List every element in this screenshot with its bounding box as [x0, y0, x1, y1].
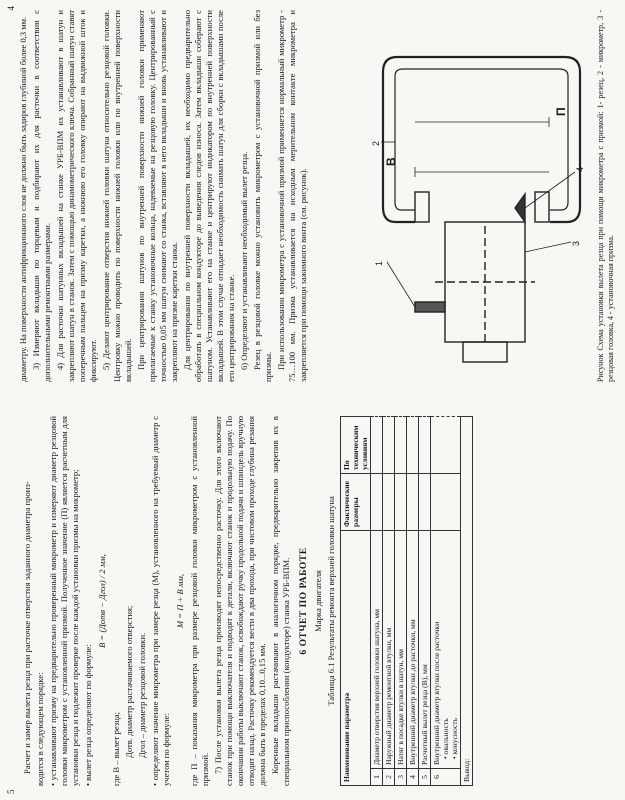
- left-page: [0, 0, 625, 392]
- right-page: [0, 408, 625, 800]
- table-header-param: Наименование параметра: [341, 531, 371, 786]
- table-caption: Таблица 6.1 Результаты ремонта верхней головки шатуна: [326, 496, 336, 706]
- table-cell-spec: [383, 417, 395, 474]
- table-cell-param: Расчетный вылет резца (В), мм: [419, 531, 431, 769]
- table-param-text: Внутренний диаметр втулки после расточки: [432, 621, 441, 765]
- para-top: диаметру. На поверхности антифрикционного слоя не должно быть задиров глубиной более 0,3 мм.: [18, 16, 28, 382]
- table-row: [431, 417, 461, 786]
- para-rez: Резец в резцовой головке можно установить микрометром с установочной призмой или без призмы.: [252, 10, 273, 382]
- table-row: [383, 417, 395, 786]
- item-5: 5) Делают центрирование отверстия нижней головки шатуна относительно резцовой головки. Центровку можно проводить по поверхности нижней головки или по внутренней поверхности вкладышей.: [101, 10, 133, 382]
- table-cell-spec: [371, 417, 383, 474]
- table-cell-actual: [419, 474, 431, 531]
- table-header-spec: По техническим условиям: [341, 417, 371, 474]
- table-row: [371, 417, 383, 786]
- cutter-shape: [415, 302, 445, 312]
- callout-1: 1: [374, 260, 384, 266]
- table-cell-spec: [407, 417, 419, 474]
- item-3: 3) Измеряют вкладыши по торцевым и подбирают их для расточки в соответствии с дополнительными ремонтными размерами.: [31, 10, 52, 382]
- micrometer-figure: [375, 22, 590, 372]
- where-line-2: Дотв. диаметр растачиваемого отверстия;: [124, 605, 134, 758]
- where-line-1: где В – вылет резца;: [111, 711, 121, 786]
- table-cell-num: 6: [431, 769, 461, 786]
- table-row: [395, 417, 407, 786]
- head-shaft: [463, 342, 507, 362]
- table-header-actual: Фактические размеры: [341, 474, 371, 531]
- table-cell-num: 1: [371, 769, 383, 786]
- table-cell-param: [431, 531, 461, 769]
- table-cell-spec: [395, 417, 407, 474]
- callout-3: 3: [571, 240, 581, 246]
- figure-label-p: П: [554, 107, 568, 116]
- intro-line-2: водится в следующем порядке:: [35, 672, 45, 786]
- right-page-text: [22, 416, 473, 786]
- para-center-2: Для центрирования по внутренней поверхности вкладышей, их необходимо предварительно обработать в специальном кондукторе до выведения следов износа. Затем вкладыши соберают с шатуном. Устанавливают его на станке и центрируют индикатором по внутренней поверхности вкладышей. В этом случае отпадает необходимость снимать шатун для сборки с вкладышами после его центрирования на станке.: [182, 10, 236, 382]
- table-cell-param: Наружный диаметр ремонтной втулки, мм: [383, 531, 395, 769]
- where-line-3: Дгол – диаметр резцовой головки.: [137, 632, 147, 758]
- engine-label: Марка двигателя: [313, 570, 323, 632]
- callout-4: 4: [575, 166, 585, 172]
- intro-line-1: Расчет и замер вылета резца при расточке отверстия заданного диаметра произ-: [22, 481, 32, 774]
- page-number-left: 4: [6, 6, 16, 11]
- table-conclusion: Вывод:: [461, 417, 473, 786]
- bullet-prism: • устанавливают призму на предварительно проверенный микрометр и измеряют диаметр резцовой головки микрометром с установленной призмой. Полученное значение (П) является расчетным для установки резца и подлежит проверке после каждой установки призмы на микрометр;: [48, 416, 80, 786]
- para-corr: Коренные вкладыши растачивают в аналогичном порядке, предварительно закрепив их в специальном приспособлении (кондукторе) станка УРБ-ВПМ.: [270, 416, 291, 786]
- left-page-text: [18, 10, 311, 382]
- table-cell-param: Внутренний диаметр втулки до расточки, мм: [407, 531, 419, 769]
- prism-shape: [515, 194, 525, 222]
- table-cell-actual: [407, 474, 419, 531]
- callout-leader-3: [525, 242, 571, 252]
- page-number-right: 5: [6, 789, 16, 794]
- table-cell-actual: [371, 474, 383, 531]
- bullet-formula: • вылет резца определяют по формуле:: [83, 644, 93, 786]
- item-6: 6) Определяют и устанавливают необходимый вылет резца.: [239, 151, 249, 370]
- table-row-conclusion: [461, 417, 473, 786]
- formula-micrometer: М = П + В мм,: [175, 573, 185, 629]
- table-cell-param: Диаметр отверстия верхней головки шатуна, мм: [371, 531, 383, 769]
- para-7: 7) После установки вылета резца производят непосредственно расточку. Для этого включают станок при помощи выключателя и подводят к детали, включают станок и продольную подачу. По окончании работы выключают станок, освобождают ручку продольной подачи и шпиндель вручную отводят назад. Расточку рекомендуется вести в два прохода, при чистовом проходе глубина резания должна быть в пределах 0,10...0,15 мм.: [213, 416, 267, 786]
- table-row: [407, 417, 419, 786]
- micrometer-anvil: [535, 192, 549, 222]
- results-table: [340, 416, 473, 786]
- table-cell-actual: [431, 474, 461, 531]
- micrometer-frame-inner: [395, 69, 568, 210]
- micrometer-frame: [383, 57, 580, 222]
- table-cell-num: 5: [419, 769, 431, 786]
- figure-drawing: [381, 57, 580, 362]
- para-center-1: При центрировании шатунов по внутренней поверхности нижней головки применяют прилагаемые к станку установочные кольца, надеваемые на резцовую головку. Центрированный с точностью 0,05 мм шатун снимают со станка, вставляют в него вкладыши и вновь устанавливают и закрепляют на призме каретки станка.: [136, 10, 179, 382]
- table-header-row: [341, 417, 371, 786]
- para-prism: При использовании микрометра с установочной призмой применяется нормальный микрометр - 75…100 мм. Призма устанавливается на исходным мерительном контакте микрометра и закрепляется при помощи зажимного винта (см. рисунок).: [276, 10, 308, 382]
- table-param-ovality: • овальность: [441, 718, 450, 759]
- table-cell-actual: [383, 474, 395, 531]
- micrometer-spindle: [415, 192, 429, 222]
- where-2: где П – показания микрометра при размере резцовой головки микрометром с установленной призмой.: [189, 416, 210, 786]
- table-cell-num: 4: [407, 769, 419, 786]
- formula-vylet: В = (Дотв − Дгол) / 2 мм,: [97, 554, 107, 648]
- table-cell-num: 3: [395, 769, 407, 786]
- figure-label-b: В: [384, 157, 398, 166]
- table-cell-spec: [431, 417, 461, 474]
- callout-leader-1: [387, 262, 415, 307]
- table-cell-spec: [419, 417, 431, 474]
- figure-caption: Рисунок Схема установки вылета резца при помощи микрометра с призмой: 1- резец, 2 - микрометр, 3 - резцовая головка, 4 - установочная призма.: [596, 10, 615, 382]
- item-4: 4) Для расточки шатунных вкладышей на станке УРБ-ВПМ их устанавливают в шатун и закрепляют шатун в станок. Затем с помощью динамометрического ключа. Собранный шатун ставят поперечным пальцем на призму каретки, а нижнюю его головку опирают на выдвижной шток и фиксируют.: [55, 10, 98, 382]
- table-param-taper: • конусность: [450, 717, 459, 759]
- callout-2: 2: [371, 140, 381, 146]
- table-row: [419, 417, 431, 786]
- table-cell-actual: [395, 474, 407, 531]
- report-heading: 6 ОТЧЕТ ПО РАБОТЕ: [298, 547, 309, 655]
- table-cell-num: 2: [383, 769, 395, 786]
- para-micrometer: • определяют значение микрометра при замере резца (М), установленного на требуемый диаметр с учетом по формуле:: [150, 416, 171, 786]
- table-cell-param: Натяг в посадке втулки в шатун, мм: [395, 531, 407, 769]
